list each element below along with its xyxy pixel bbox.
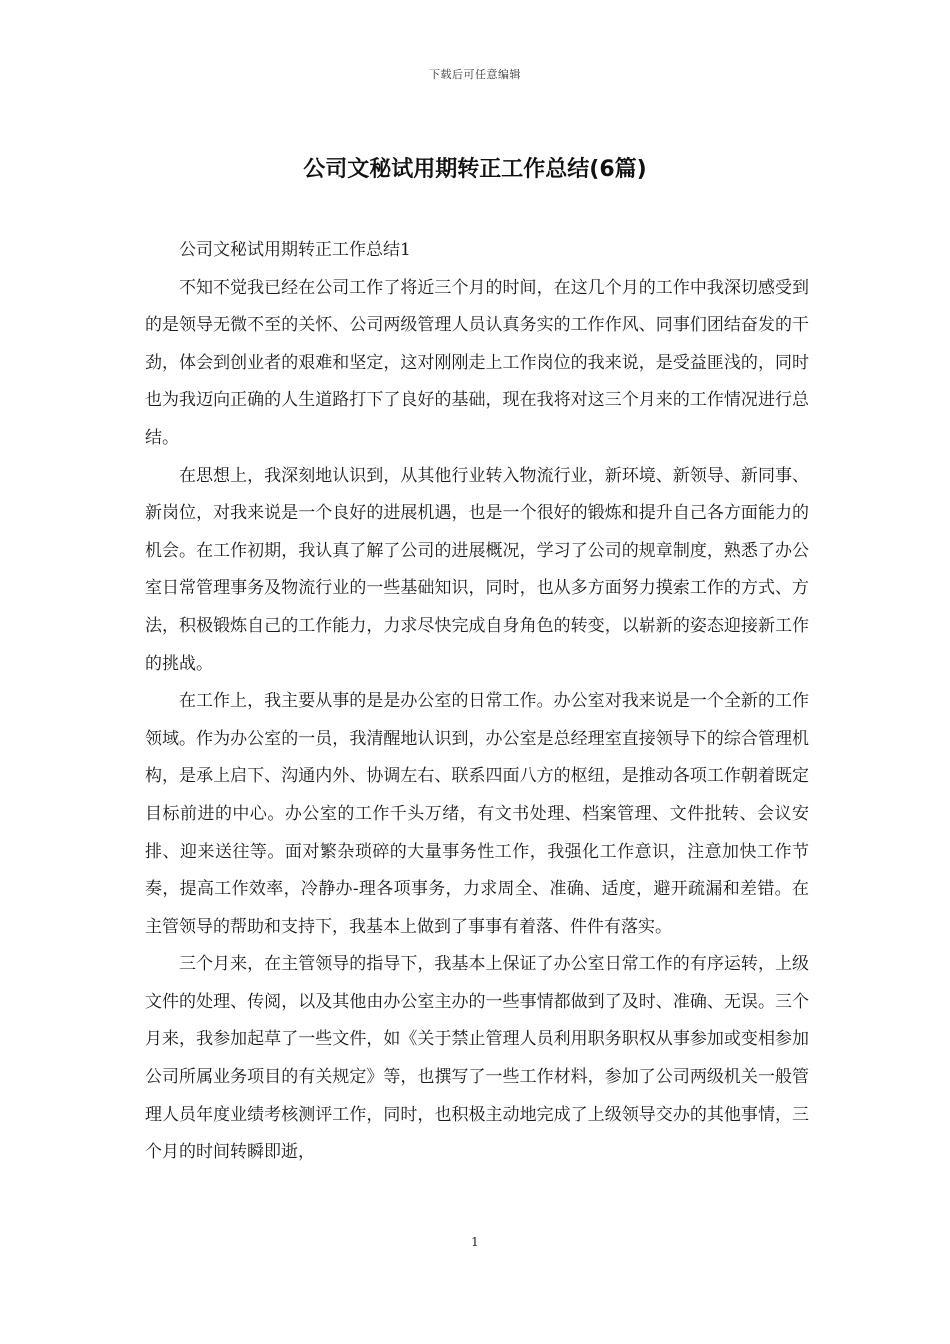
document-body	[145, 232, 809, 1172]
page-number: 1	[471, 1235, 479, 1249]
paragraph-3: 在工作上，我主要从事的是是办公室的日常工作。办公室对我来说是一个全新的工作领域。作为办公室的一员，我清醒地认识到，办公室是总经理室直接领导下的综合管理机构，是承上启下、沟通内外、协调左右、联系四面八方的枢纽，是推动各项工作朝着既定目标前进的中心。办公室的工作千头万绪，有文书处理、档案管理、文件批转、会议安排、迎来送往等。面对繁杂琐碎的大量事务性工作，我强化工作意识，注意加快工作节奏，提高工作效率，冷静办-理各项事务，力求周全、准确、适度，避开疏漏和差错。在主管领导的帮助和支持下，我基本上做到了事事有着落、件件有落实。	[145, 691, 809, 937]
header-note: 下载后可任意编辑	[429, 68, 521, 81]
section-heading: 公司文秘试用期转正工作总结1	[179, 240, 411, 260]
paragraph-1: 不知不觉我已经在公司工作了将近三个月的时间，在这几个月的工作中我深切感受到的是领导无微不至的关怀、公司两级管理人员认真务实的工作作风、同事们团结奋发的干劲，体会到创业者的艰难和坚定，这对刚刚走上工作岗位的我来说，是受益匪浅的，同时也为我迈向正确的人生道路打下了良好的基础，现在我将对这三个月来的工作情况进行总结。	[145, 277, 809, 448]
document-title: 公司文秘试用期转正工作总结(6篇)	[303, 157, 647, 182]
paragraph-2: 在思想上，我深刻地认识到，从其他行业转入物流行业，新环境、新领导、新同事、新岗位，对我来说是一个良好的进展机遇，也是一个很好的锻炼和提升自己各方面能力的机会。在工作初期，我认真了解了公司的进展概况，学习了公司的规章制度，熟悉了办公室日常管理事务及物流行业的一些基础知识，同时，也从多方面努力摸索工作的方式、方法，积极锻炼自己的工作能力，力求尽快完成自身角色的转变，以崭新的姿态迎接新工作的挑战。	[145, 465, 809, 674]
paragraph-4: 三个月来，在主管领导的指导下，我基本上保证了办公室日常工作的有序运转，上级文件的处理、传阅，以及其他由办公室主办的一些事情都做到了及时、准确、无误。三个月来，我参加起草了一些文件，如《关于禁止管理人员利用职务职权从事参加或变相参加公司所属业务项目的有关规定》等，也撰写了一些工作材料，参加了公司两级机关一般管理人员年度业绩考核测评工作，同时，也积极主动地完成了上级领导交办的其他事情，三个月的时间转瞬即逝，	[145, 954, 809, 1163]
